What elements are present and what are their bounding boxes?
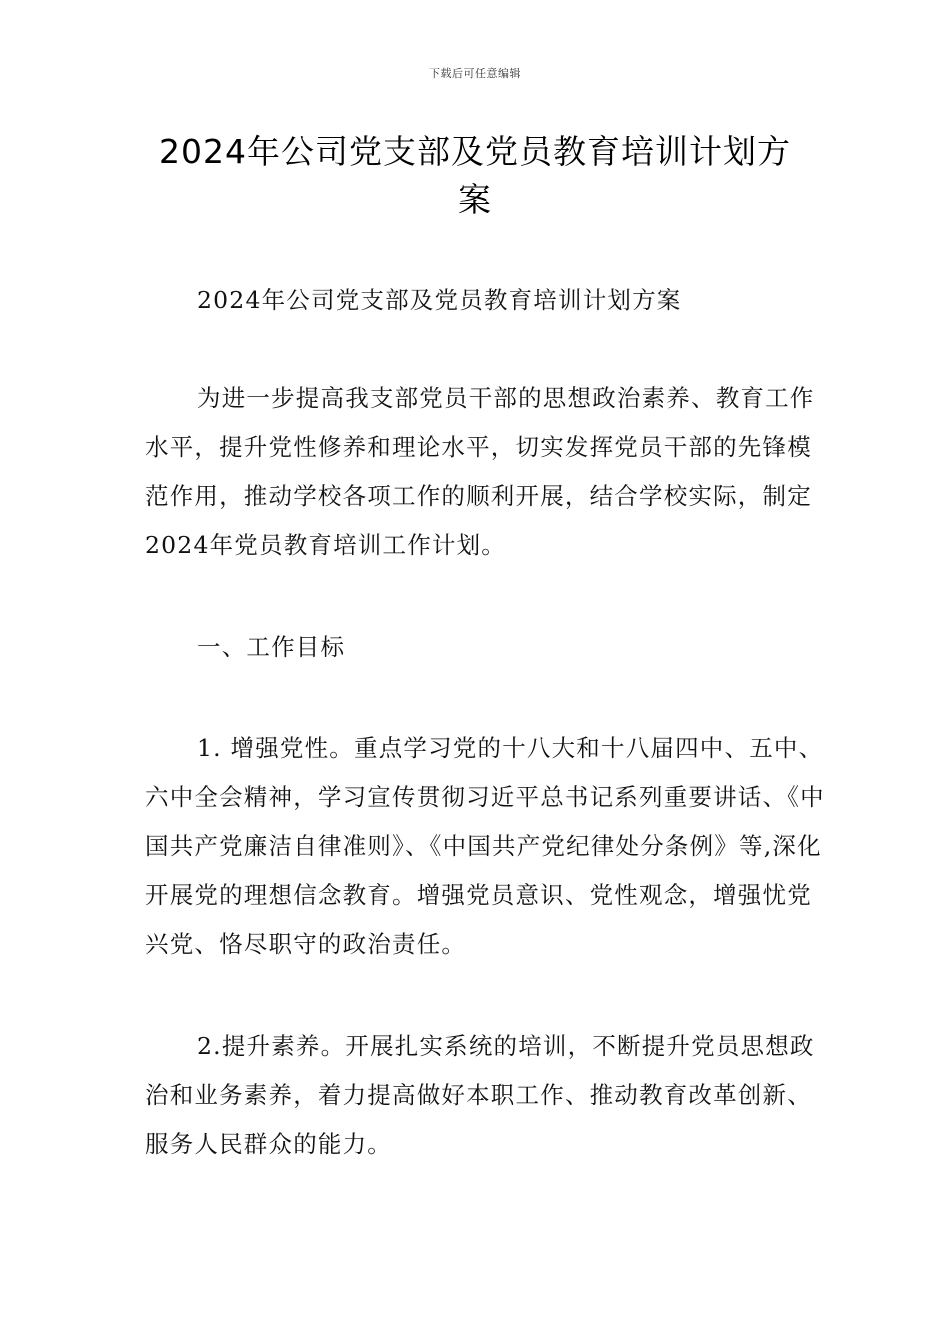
- document-subtitle: 2024年公司党支部及党员教育培训计划方案: [197, 286, 682, 314]
- goal-item-2: 2.提升素养。开展扎实系统的培训，不断提升党员思想政治和业务素养，着力提高做好本职工作、推动教育改革创新、服务人民群众的能力。: [145, 1032, 815, 1158]
- section-heading-goals: 一、工作目标: [197, 633, 346, 661]
- goal-item-1: 1. 增强党性。重点学习党的十八大和十八届四中、五中、六中全会精神，学习宣传贯彻习近平总书记系列重要讲话、《中国共产党廉洁自律准则》、《中国共产党纪律处分条例》等,深化开展党的理想信念教育。增强党员意识、党性观念，增强忧党兴党、恪尽职守的政治责任。: [145, 734, 825, 958]
- header-note: 下载后可任意编辑: [429, 67, 521, 80]
- intro-paragraph: 为进一步提高我支部党员干部的思想政治素养、教育工作水平，提升党性修养和理论水平，切实发挥党员干部的先锋模范作用，推动学校各项工作的顺利开展，结合学校实际，制定2024年党员教育培训工作计划。: [145, 384, 815, 559]
- document-title: 2024年公司党支部及党员教育培训计划方案: [159, 132, 791, 219]
